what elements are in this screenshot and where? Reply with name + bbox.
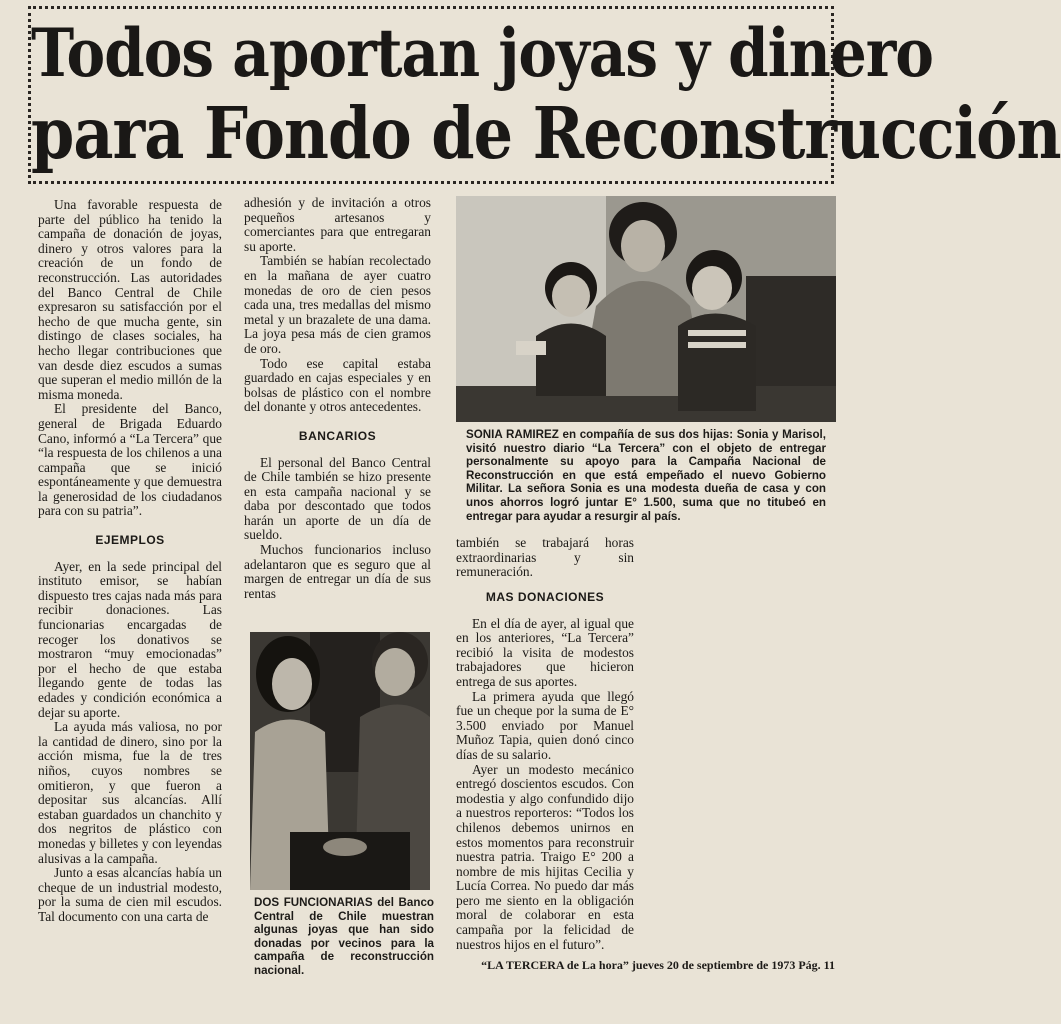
paragraph: El presidente del Banco, general de Brigada Eduardo Cano, informó a “La Tercera” que “la respuesta de los chilenos a una campaña que se inició espontáneamente y que demuestra la generosidad de los ciudadanos para con su patria”. (38, 401, 222, 519)
photo-mother-and-daughters (456, 196, 836, 422)
paragraph: Todo ese capital estaba guardado en cajas especiales y en bolsas de plástico con el nombre del donante y otros antecedentes. (244, 355, 431, 415)
paragraph: Muchos funcionarios incluso adelantaron que es seguro que al margen de entregar un día de sus rentas (244, 542, 431, 601)
article-column-2 (244, 196, 431, 601)
page-footer: “LA TERCERA de La hora” jueves 20 de septiembre de 1973 Pág. 11 (481, 958, 835, 972)
paragraph: La ayuda más valiosa, no por la cantidad de dinero, sino por la acción misma, fue la de tres niños, cuyos nombres se omitieron, y que fueron a depositar sus alcancías. Allí estaban guardados un chanchito y dos negritos de plástico con monedas y billetes y con leyendas alusivas a la campaña. (38, 719, 222, 866)
photo-mother-and-daughters-image (456, 196, 836, 422)
subheading-bancarios: BANCARIOS (298, 428, 377, 443)
paragraph: El personal del Banco Central de Chile también se hizo presente en esta campaña nacional y se daba por descontado que todos harán un aporte de un día de sueldo. (244, 454, 431, 543)
paragraph: Junto a esas alcancías había un cheque de un industrial modesto, por la suma de cien mil escudos. Tal documento con una carta de (38, 865, 222, 924)
paragraph: adhesión y de invitación a otros pequeños artesanos y comerciantes para que entregaran su aporte. (244, 195, 431, 254)
headline-box (28, 6, 1061, 184)
headline-line-2: para Fondo de Reconstrucción (31, 91, 1061, 176)
subheading-ejemplos: EJEMPLOS (95, 533, 165, 548)
paragraph: Ayer un modesto mecánico entregó doscientos escudos. Con modestia y algo confundido dijo a nuestros reporteros: “Todos los chilenos debemos unirnos en estos momentos para reconstruir nuestra patria. Traigo E° 200 a nombre de mis hijitas Cecilia y Lucía Correa. No puedo dar más pero me siento en la obligación moral de colaborar en esta campaña por la felicidad de nuestros hijos en el futuro”. (456, 761, 634, 952)
article-column-3 (456, 590, 634, 952)
headline-line-1: Todos aportan joyas y dinero (31, 13, 933, 93)
paragraph: Una favorable respuesta de parte del público ha tenido la campaña de donación de joyas, dinero y otros valores para la creación de un fondo de reconstrucción. Las autoridades del Banco Central de Chile expresaron su satisfacción por el hecho de que mucha gente, sin distingo de clases sociales, ha hecho llegar contribuciones que van desde diez escudos a sumas que superan el medio millón de la misma moneda. (38, 197, 222, 402)
paragraph: También se habían recolectado en la mañana de ayer cuatro monedas de oro de cien pesos cada una, tres medallas del mismo metal y un brazalete de una dama. La joya pesa más de cien gramos de oro. (244, 253, 431, 356)
article-column-1 (38, 198, 222, 925)
photo-bank-employees-image (250, 632, 430, 890)
photo-caption-2: DOS FUNCIONARIAS del Banco Central de Chile muestran algunas joyas que han sido donadas por vecinos para la campaña de reconstrucción nacional. (254, 896, 434, 977)
subheading-mas-donaciones: MAS DONACIONES (485, 590, 605, 604)
photo-caption-1: SONIA RAMIREZ en compañía de sus dos hijas: Sonia y Marisol, visitó nuestro diario “La Tercera” con el objeto de entregar personalmente su apoyo para la Campaña Nacional de Reconstrucción en que está empeñado el nuevo Gobierno Militar. La señora Sonia es una modesta dueña de casa y con unos ahorros logró juntar E° 1.500, suma que no titubeó en entregar para ayudar a resurgir al país. (466, 428, 826, 523)
paragraph: también se trabajará horas extraordinarias y sin remuneración. (456, 535, 634, 580)
article-column-3-top (456, 536, 634, 580)
paragraph: La primera ayuda que llegó fue un cheque por la suma de E° 3.500 enviado por Manuel Muñoz Tapia, quien donó cinco días de su salario. (456, 688, 634, 762)
photo-bank-employees (250, 632, 430, 890)
paragraph: En el día de ayer, al igual que en los anteriores, “La Tercera” recibió la visita de modestos trabajadores que hicieron entrega de sus aportes. (456, 615, 634, 689)
paragraph: Ayer, en la sede principal del instituto emisor, se habían dispuesto tres cajas nada más para recibir donaciones. Las funcionarias encargadas de recoger los donativos se mostraron “muy emocionadas” por el hecho de que estaba llegando gente de todas las edades y condición económica a dejar su aporte. (38, 558, 222, 720)
